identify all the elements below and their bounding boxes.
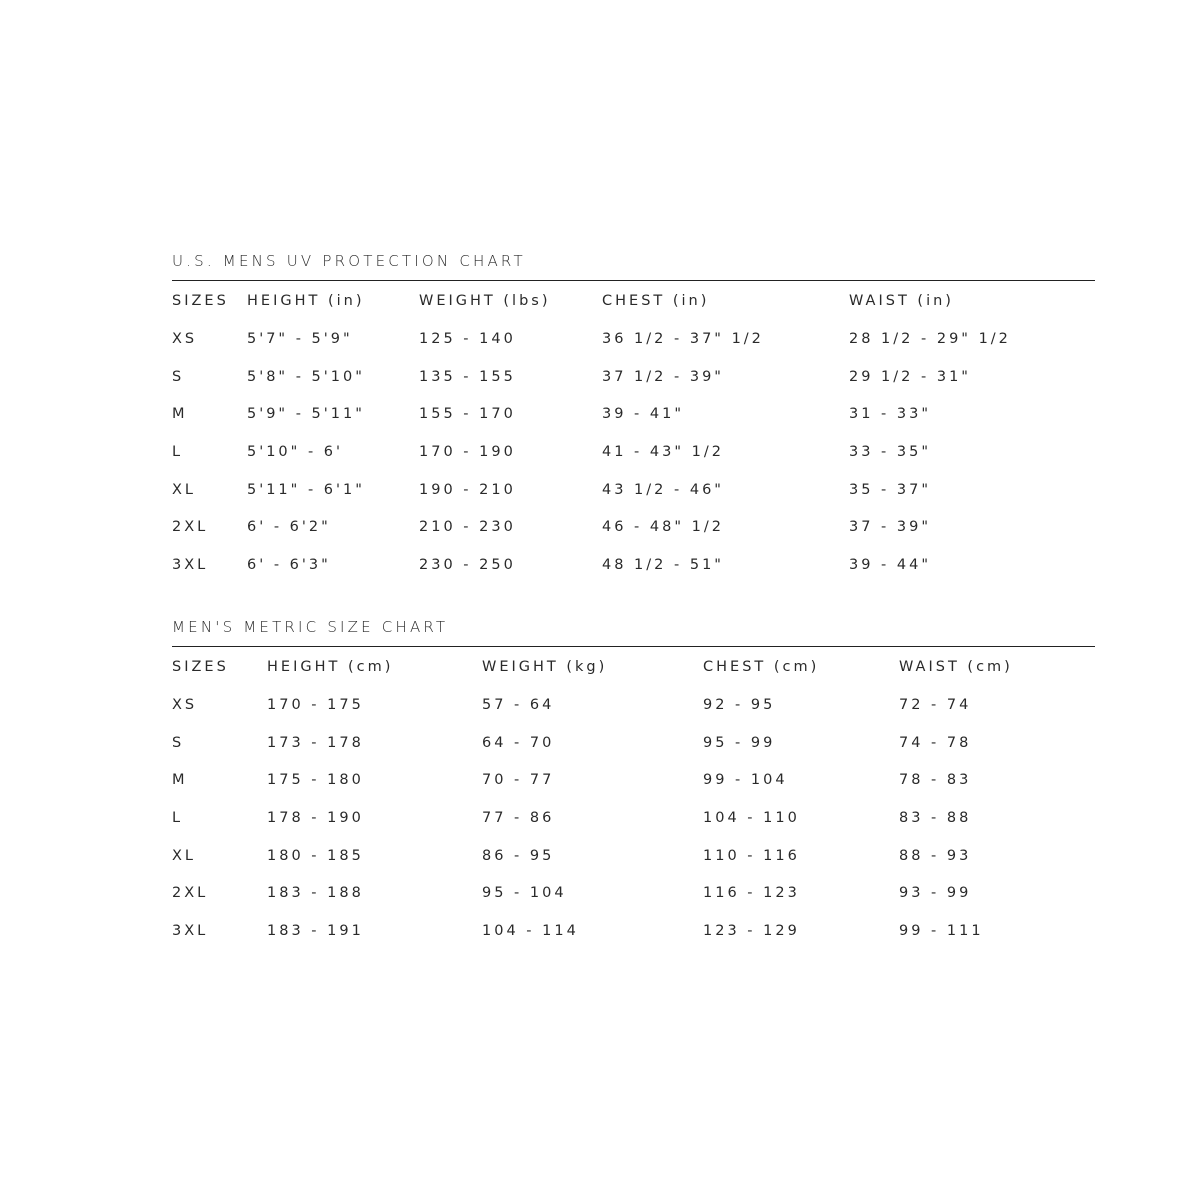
table-row [172,395,1095,433]
height-cell: 5'8" - 5'10" [247,368,365,385]
weight-cell: 77 - 86 [482,809,555,826]
waist-cell: 31 - 33" [849,406,932,423]
column-header-chest: CHEST (in) [602,293,710,309]
weight-cell: 95 - 104 [482,885,567,902]
waist-cell: 39 - 44" [849,556,932,573]
weight-cell: 190 - 210 [419,481,516,498]
us-chart-divider [172,280,1095,281]
column-header-chest: CHEST (cm) [703,659,820,675]
table-row [172,724,1095,762]
waist-cell: 72 - 74 [899,696,972,713]
weight-cell: 210 - 230 [419,519,516,536]
metric-table-header-row [172,648,1095,686]
table-row [172,471,1095,509]
weight-cell: 70 - 77 [482,772,555,789]
weight-cell: 86 - 95 [482,847,555,864]
waist-cell: 78 - 83 [899,772,972,789]
chest-cell: 43 1/2 - 46" [602,481,724,498]
column-header-height: HEIGHT (cm) [267,659,394,675]
size-cell: 3XL [172,556,209,573]
table-row [172,837,1095,875]
us-chart-title: U.S. MENS UV PROTECTION CHART [172,252,526,270]
table-row [172,320,1095,358]
chest-cell: 123 - 129 [703,922,800,939]
size-cell: XL [172,847,197,864]
us-table-header-row [172,282,1095,320]
chest-cell: 104 - 110 [703,809,800,826]
waist-cell: 37 - 39" [849,519,932,536]
chest-cell: 116 - 123 [703,885,800,902]
metric-size-table [172,648,1095,950]
height-cell: 183 - 188 [267,885,364,902]
height-cell: 175 - 180 [267,772,364,789]
size-cell: S [172,734,185,751]
weight-cell: 230 - 250 [419,556,516,573]
size-cell: 3XL [172,922,209,939]
table-row [172,358,1095,396]
table-row [172,874,1095,912]
size-cell: M [172,772,188,789]
chest-cell: 36 1/2 - 37" 1/2 [602,330,764,347]
size-cell: M [172,406,188,423]
table-row [172,686,1095,724]
height-cell: 173 - 178 [267,734,364,751]
waist-cell: 35 - 37" [849,481,932,498]
chest-cell: 39 - 41" [602,406,685,423]
column-header-sizes: SIZES [172,293,229,309]
chest-cell: 48 1/2 - 51" [602,556,724,573]
us-size-chart [172,250,1095,584]
size-cell: 2XL [172,885,209,902]
waist-cell: 29 1/2 - 31" [849,368,971,385]
weight-cell: 170 - 190 [419,443,516,460]
height-cell: 178 - 190 [267,809,364,826]
height-cell: 5'7" - 5'9" [247,330,353,347]
size-cell: XL [172,481,197,498]
waist-cell: 88 - 93 [899,847,972,864]
table-row [172,433,1095,471]
chest-cell: 37 1/2 - 39" [602,368,724,385]
metric-size-chart [172,616,1095,950]
weight-cell: 155 - 170 [419,406,516,423]
weight-cell: 125 - 140 [419,330,516,347]
chest-cell: 110 - 116 [703,847,800,864]
size-cell: 2XL [172,519,209,536]
height-cell: 5'10" - 6' [247,443,343,460]
height-cell: 170 - 175 [267,696,364,713]
height-cell: 6' - 6'2" [247,519,331,536]
table-row [172,799,1095,837]
weight-cell: 135 - 155 [419,368,516,385]
weight-cell: 104 - 114 [482,922,579,939]
waist-cell: 33 - 35" [849,443,932,460]
height-cell: 5'9" - 5'11" [247,406,365,423]
height-cell: 180 - 185 [267,847,364,864]
size-cell: L [172,443,184,460]
column-header-weight: WEIGHT (lbs) [419,293,551,309]
column-header-waist: WAIST (in) [849,293,954,309]
column-header-sizes: SIZES [172,659,229,675]
table-row [172,508,1095,546]
size-cell: XS [172,330,198,347]
size-cell: S [172,368,185,385]
waist-cell: 83 - 88 [899,809,972,826]
us-size-table [172,282,1095,584]
weight-cell: 64 - 70 [482,734,555,751]
chest-cell: 46 - 48" 1/2 [602,519,724,536]
metric-chart-divider [172,646,1095,647]
metric-chart-title: MEN'S METRIC SIZE CHART [172,618,449,636]
height-cell: 5'11" - 6'1" [247,481,365,498]
column-header-height: HEIGHT (in) [247,293,365,309]
waist-cell: 93 - 99 [899,885,972,902]
table-row [172,546,1095,584]
waist-cell: 99 - 111 [899,922,984,939]
chest-cell: 95 - 99 [703,734,776,751]
chest-cell: 92 - 95 [703,696,776,713]
waist-cell: 28 1/2 - 29" 1/2 [849,330,1011,347]
weight-cell: 57 - 64 [482,696,555,713]
waist-cell: 74 - 78 [899,734,972,751]
chest-cell: 99 - 104 [703,772,788,789]
column-header-waist: WAIST (cm) [899,659,1013,675]
height-cell: 6' - 6'3" [247,556,331,573]
chest-cell: 41 - 43" 1/2 [602,443,724,460]
size-cell: XS [172,696,198,713]
column-header-weight: WEIGHT (kg) [482,659,608,675]
table-row [172,761,1095,799]
table-row [172,912,1095,950]
size-cell: L [172,809,184,826]
height-cell: 183 - 191 [267,922,364,939]
